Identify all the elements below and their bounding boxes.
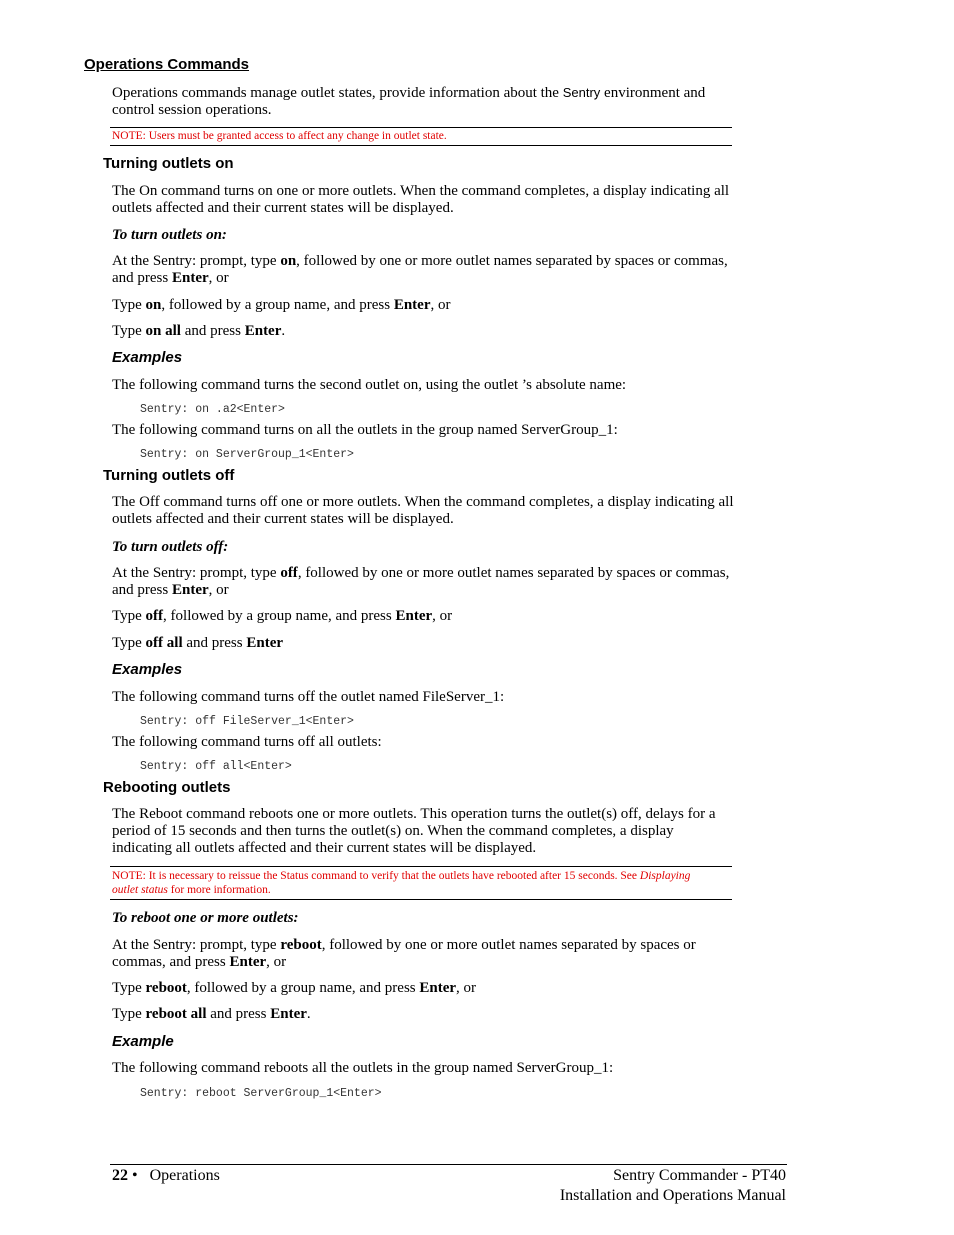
note-access: NOTE: Users must be granted access to affect any change in outlet state.: [112, 130, 447, 142]
page-number: 22: [112, 1167, 128, 1184]
on-description: The On command turns on one or more outlets. When the command completes, a display indicating all outlets affected and their current states will be displayed.: [112, 183, 730, 216]
reboot-example-heading: Example: [112, 1033, 174, 1050]
reboot-note-rule-top: [110, 866, 732, 867]
off-description: The Off command turns off one or more outlets. When the command completes, a display indicating all outlets affected and their current states will be displayed.: [112, 494, 734, 527]
footer-bullet: •: [132, 1167, 138, 1184]
off-examples-heading: Examples: [112, 661, 183, 678]
on-examples-heading: Examples: [112, 349, 183, 366]
reboot-procedure-title: To reboot one or more outlets:: [112, 910, 299, 926]
reboot-step-3: Type reboot all and press Enter.: [112, 1006, 311, 1022]
reboot-step-1: At the Sentry: prompt, type reboot, followed by one or more outlet names separated by spaces or commas, and press Enter, or: [112, 937, 696, 970]
on-step-3: Type on all and press Enter.: [112, 323, 286, 339]
off-example-1-code: Sentry: off FileServer_1<Enter>: [140, 715, 354, 728]
off-example-2-code: Sentry: off all<Enter>: [140, 760, 292, 773]
on-example-1-text: The following command turns the second outlet on, using the outlet ’s absolute name:: [112, 377, 627, 393]
off-step-3: Type off all and press Enter: [112, 635, 284, 651]
note-link-displaying-status: Displaying outlet status: [112, 870, 691, 896]
intro-paragraph: Operations commands manage outlet states, provide information about the Sentry environment and control session operations.: [112, 85, 706, 118]
on-example-1-code: Sentry: on .a2<Enter>: [140, 403, 285, 416]
note-rule-top: [110, 127, 732, 128]
on-example-2-text: The following command turns on all the outlets in the group named ServerGroup_1:: [112, 422, 618, 438]
heading-turning-off: Turning outlets off: [103, 467, 235, 484]
reboot-example-1-code: Sentry: reboot ServerGroup_1<Enter>: [140, 1087, 382, 1100]
footer-section: Operations: [149, 1167, 220, 1184]
footer-left: [112, 1167, 220, 1185]
footer-product: Sentry Commander - PT40: [613, 1167, 786, 1184]
note-rule-bottom: [110, 145, 732, 146]
heading-turning-on: Turning outlets on: [103, 155, 234, 172]
off-example-2-text: The following command turns off all outlets:: [112, 734, 382, 750]
section-title: Operations Commands: [84, 56, 250, 73]
heading-rebooting: Rebooting outlets: [103, 779, 231, 796]
off-example-1-text: The following command turns off the outlet named FileServer_1:: [112, 689, 505, 705]
off-step-2: Type off, followed by a group name, and press Enter, or: [112, 608, 453, 624]
reboot-description: The Reboot command reboots one or more outlets. This operation turns the outlet(s) off, delays for a period of 15 seconds and then turns the outlet(s) on. When the command completes, a display indicating all outlets affected and their current states will be displayed.: [112, 806, 716, 856]
off-step-1: At the Sentry: prompt, type off, followed by one or more outlet names separated by spaces or commas, and press Enter, or: [112, 565, 730, 598]
note-reboot-status: NOTE: It is necessary to reissue the Status command to verify that the outlets have rebooted after 15 seconds. See Displaying outlet status for more information.: [112, 870, 691, 896]
on-step-2: Type on, followed by a group name, and press Enter, or: [112, 297, 451, 313]
reboot-example-1-text: The following command reboots all the outlets in the group named ServerGroup_1:: [112, 1060, 614, 1076]
on-procedure-title: To turn outlets on:: [112, 227, 227, 243]
footer-manual: Installation and Operations Manual: [559, 1187, 786, 1204]
off-procedure-title: To turn outlets off:: [112, 539, 229, 555]
brand-name: Sentry: [562, 85, 601, 100]
on-example-2-code: Sentry: on ServerGroup_1<Enter>: [140, 448, 354, 461]
reboot-note-rule-bottom: [110, 899, 732, 900]
footer-rule: [110, 1164, 787, 1165]
on-step-1: At the Sentry: prompt, type on, followed by one or more outlet names separated by spaces or commas, and press Enter, or: [112, 253, 728, 286]
reboot-step-2: Type reboot, followed by a group name, and press Enter, or: [112, 980, 477, 996]
